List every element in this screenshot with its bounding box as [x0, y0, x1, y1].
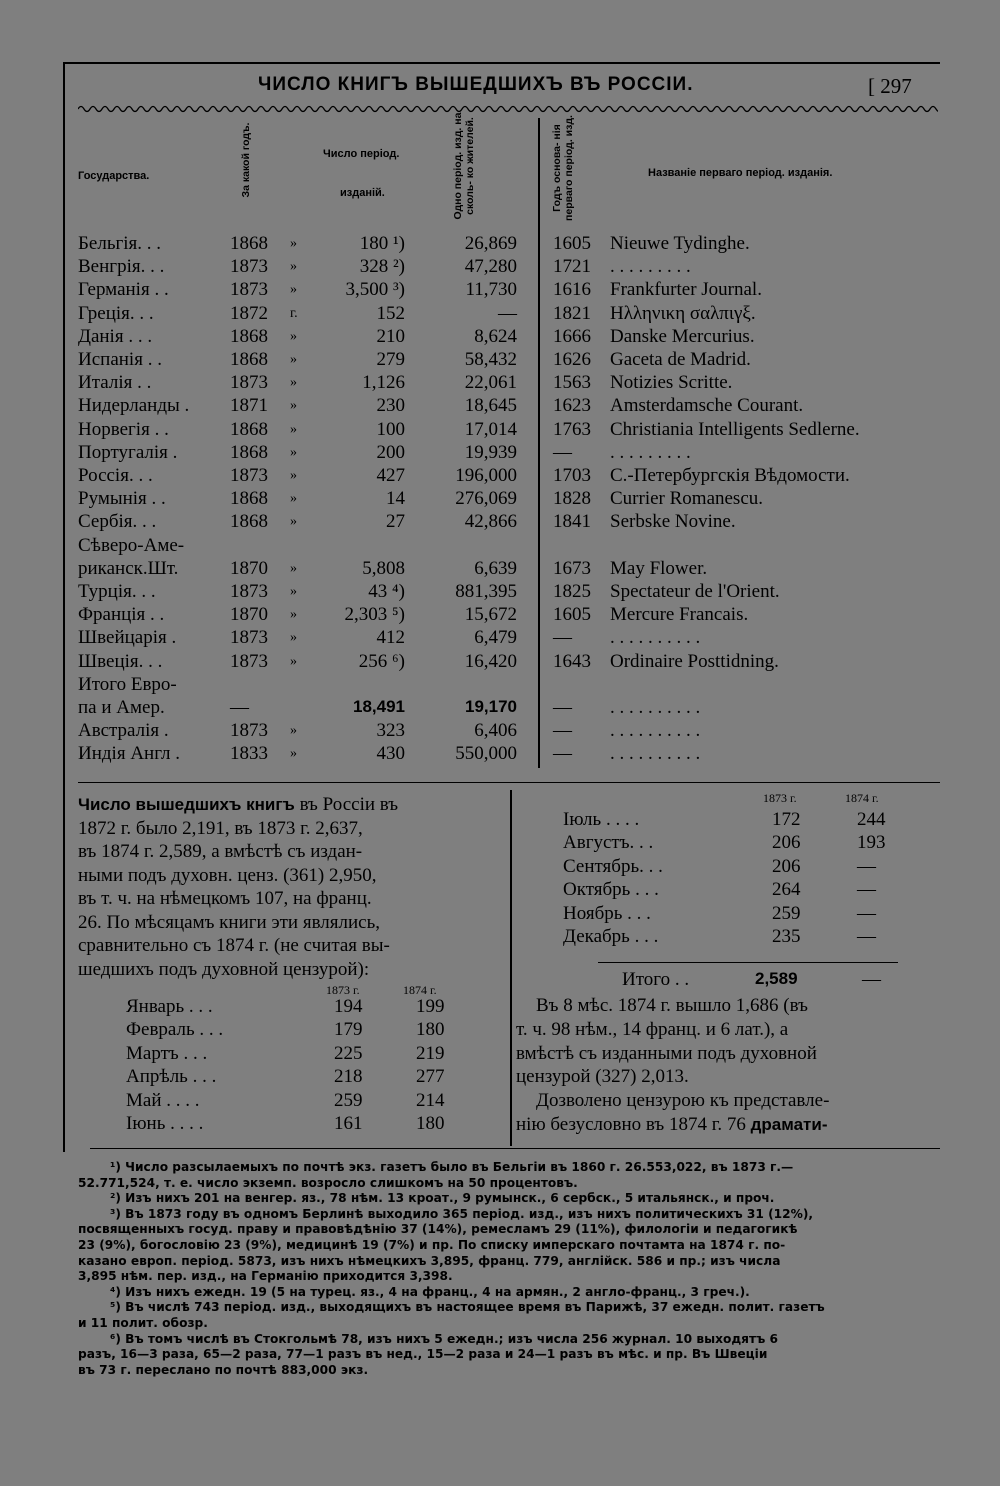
- cell-country: Италія . .: [78, 372, 152, 394]
- cell-founded: 1821: [553, 302, 591, 324]
- value-1874: 180: [416, 1019, 445, 1041]
- cell-founded: —: [553, 627, 572, 649]
- table-row: [0, 279, 1000, 302]
- cell-founded: 1825: [553, 581, 591, 602]
- value-1873: 259: [772, 902, 801, 924]
- table-row: [0, 256, 1000, 279]
- value-1874: —: [857, 902, 876, 924]
- cell-mark: »: [290, 444, 297, 460]
- value-1874: —: [857, 879, 876, 901]
- cell-mark: »: [290, 259, 297, 275]
- table-bottom-rule: [78, 782, 940, 783]
- value-1874: 199: [416, 996, 445, 1017]
- summary-line: въ т. ч. на нѣмецкомъ 107, на франц.: [78, 888, 372, 909]
- month-row: [0, 879, 1000, 902]
- value-1873: 235: [772, 926, 801, 947]
- right-col-1874: 1874 г.: [845, 791, 879, 805]
- cell-year: 1872: [230, 302, 268, 324]
- footnote-line: ¹) Число разсылаемыхъ по почтѣ экз. газетъ было въ Бельгіи въ 1860 г. 26.553,022, въ 1873 г.—: [110, 1160, 794, 1174]
- cell-per_inh: 17,014: [464, 418, 517, 440]
- cell-year: 1868: [230, 233, 268, 254]
- cell-name: May Flower.: [610, 557, 708, 579]
- cell-year: 1870: [230, 557, 268, 579]
- cell-per_inh: 550,000: [455, 743, 517, 765]
- cell-founded: 1605: [553, 604, 591, 626]
- cell-year: 1868: [230, 441, 268, 463]
- cell-founded: 1763: [553, 418, 591, 440]
- right-summary-last-line: нію безусловно въ 1874 г. 76 драмати-: [516, 1114, 828, 1135]
- month-name: Іюль . . . .: [563, 809, 640, 830]
- footnote-line: ⁴) Изъ нихъ ежедн. 19 (5 на турец. яз., 4 на франц., 4 на армян., 2 англо-франц., 3 греч.).: [110, 1284, 750, 1299]
- footnote-line: въ 73 г. переслано по почтѣ 883,000 экз.: [78, 1362, 369, 1377]
- month-name: Мартъ . . .: [126, 1042, 208, 1064]
- footnote-line: 23 (9%), богословію 23 (9%), медицинѣ 19 (7%) и пр. По списку имперскаго почтамта на 1874 г. по-: [78, 1238, 786, 1252]
- value-1874: 214: [416, 1089, 445, 1111]
- cell-name: Nieuwe Tydinghe.: [610, 233, 750, 254]
- table-row: [0, 511, 1000, 534]
- cell-periodicals: 2,303 ⁵): [344, 604, 405, 626]
- value-1873: 194: [334, 996, 363, 1017]
- cell-year: 1873: [230, 720, 268, 742]
- table-row: [0, 395, 1000, 418]
- cell-mark: »: [290, 375, 297, 391]
- top-rule: [63, 62, 940, 64]
- cell-country: Данія . . .: [78, 325, 153, 347]
- month-row: [0, 856, 1000, 879]
- cell-mark: »: [290, 352, 297, 367]
- table-row: [0, 674, 1000, 697]
- right-summary-line: цензурой (327) 2,013.: [516, 1066, 689, 1088]
- month-name: Ноябрь . . .: [563, 902, 651, 924]
- value-1873: 179: [334, 1019, 363, 1041]
- cell-mark: »: [290, 560, 297, 576]
- cell-country: Сербія. . .: [78, 511, 157, 533]
- cell-name: Notizies Scritte.: [610, 372, 733, 394]
- cell-periodicals: 200: [376, 441, 405, 463]
- right-col-1873: 1873 г.: [763, 791, 797, 805]
- value-1873: 172: [772, 809, 801, 830]
- cell-founded: 1643: [553, 650, 591, 672]
- cell-country: Румынія . .: [78, 488, 166, 510]
- cell-periodicals: 323: [376, 720, 405, 742]
- value-1874: —: [857, 855, 876, 877]
- cell-mark: »: [290, 607, 297, 623]
- cell-year: 1868: [230, 418, 268, 440]
- cell-year: 1873: [230, 279, 268, 301]
- cell-country: па и Амер.: [78, 697, 165, 718]
- cell-year: 1873: [230, 372, 268, 394]
- cell-year: 1873: [230, 650, 268, 672]
- cell-per_inh: 58,432: [464, 349, 517, 370]
- cell-name: . . . . . . . . . .: [610, 697, 701, 718]
- right-total-row: Итого . . 2,589 —: [622, 969, 881, 990]
- month-name: Іюнь . . . .: [126, 1113, 204, 1134]
- cell-per_inh: 47,280: [464, 256, 517, 278]
- footnote-line: ⁶) Въ томъ числѣ въ Стокгольмѣ 78, изъ нихъ 5 ежедн.; изъ числа 256 журнал. 10 выходятъ 6: [110, 1331, 778, 1346]
- cell-founded: —: [553, 720, 572, 742]
- col-header-per-inhabitants: Одно період. изд. на сколь- ко жителей.: [452, 112, 476, 220]
- cell-mark: »: [290, 723, 297, 739]
- value-1874: 277: [416, 1066, 445, 1088]
- summary-line: шедшихъ подъ духовной цензурой):: [78, 958, 370, 980]
- cell-name: . . . . . . . . . .: [610, 743, 701, 765]
- table-row: [0, 558, 1000, 581]
- cell-mark: »: [290, 653, 297, 669]
- cell-periodicals: 152: [376, 302, 405, 324]
- footnote-line: посвященныхъ госуд. праву и правовѣдѣнію 37 (14%), ремесламъ 29 (11%), филологіи и педагогикѣ: [78, 1222, 798, 1237]
- cell-founded: 1605: [553, 233, 591, 254]
- table-row: [0, 349, 1000, 372]
- cell-periodicals: 256 ⁶): [358, 650, 405, 672]
- cell-name: . . . . . . . . .: [610, 441, 691, 463]
- cell-per_inh: 16,420: [464, 650, 517, 672]
- cell-founded: 1623: [553, 395, 591, 417]
- right-total-rule: [598, 962, 898, 963]
- cell-per_inh: 19,170: [465, 697, 517, 716]
- cell-periodicals: 27: [386, 511, 405, 533]
- table-row: [0, 743, 1000, 766]
- value-1874: 193: [857, 832, 886, 854]
- month-row: [0, 1113, 1000, 1136]
- month-row: [0, 926, 1000, 949]
- month-row: [0, 1043, 1000, 1066]
- table-row: [0, 627, 1000, 650]
- footnote-line: и 11 полит. обозр.: [78, 1316, 208, 1330]
- table-row: [0, 372, 1000, 395]
- footnote-rule: [90, 1148, 940, 1149]
- cell-mark: »: [290, 584, 297, 599]
- cell-country: риканск.Шт.: [78, 557, 179, 579]
- cell-year: 1868: [230, 488, 268, 510]
- cell-name: . . . . . . . . .: [610, 256, 691, 278]
- cell-name: Danske Mercurius.: [610, 325, 755, 347]
- cell-periodicals: 412: [376, 627, 405, 649]
- cell-founded: 1563: [553, 372, 591, 394]
- cell-name: Christiania Intelligents Sedlerne.: [610, 418, 860, 440]
- table-row: [0, 604, 1000, 627]
- cell-periodicals: 328 ²): [359, 256, 405, 278]
- value-1873: 218: [334, 1066, 363, 1088]
- cell-mark: »: [290, 236, 297, 251]
- page-title: ЧИСЛО КНИГЪ ВЫШЕДШИХЪ ВЪ РОССІИ.: [258, 74, 694, 95]
- cell-mark: »: [290, 514, 297, 530]
- cell-year: 1873: [230, 627, 268, 649]
- value-1874: —: [857, 926, 876, 947]
- cell-per_inh: 19,939: [464, 441, 517, 463]
- cell-year: 1868: [230, 349, 268, 370]
- table-row: [0, 581, 1000, 604]
- month-row: [0, 903, 1000, 926]
- footnote-line: 52.771,524, т. е. число экземп. возросло слишкомъ на 50 процентовъ.: [78, 1175, 578, 1190]
- cell-founded: 1841: [553, 511, 591, 533]
- cell-name: С.-Петербургскія Вѣдомости.: [610, 465, 850, 486]
- cell-country: Россія. . .: [78, 465, 153, 486]
- cell-periodicals: 100: [376, 418, 405, 440]
- cell-country: Нидерланды .: [78, 395, 190, 417]
- summary-line: сравнительно съ 1874 г. (не считая вы-: [78, 935, 390, 956]
- cell-country: Испанія . .: [78, 349, 162, 370]
- month-name: Октябрь . . .: [563, 879, 659, 901]
- cell-periodicals: 430: [376, 743, 405, 765]
- cell-founded: 1666: [553, 325, 591, 347]
- table-row: [0, 697, 1000, 720]
- cell-country: Норвегія . .: [78, 418, 169, 440]
- month-name: Сентябрь. . .: [563, 855, 663, 877]
- cell-per_inh: 276,069: [455, 488, 517, 510]
- summary-line: 1872 г. было 2,191, въ 1873 г. 2,637,: [78, 817, 363, 839]
- cell-mark: »: [290, 468, 297, 483]
- right-summary-line: Въ 8 мѣс. 1874 г. вышло 1,686 (въ: [536, 995, 808, 1016]
- cell-mark: г.: [290, 305, 298, 321]
- cell-per_inh: 6,479: [474, 627, 517, 649]
- cell-per_inh: 8,624: [474, 325, 517, 347]
- cell-name: Frankfurter Journal.: [610, 279, 762, 301]
- cell-founded: 1626: [553, 349, 591, 370]
- cell-mark: »: [290, 328, 297, 344]
- cell-name: . . . . . . . . . .: [610, 720, 701, 742]
- col-header-country: Государства.: [78, 170, 150, 182]
- month-row: [0, 1019, 1000, 1042]
- cell-mark: »: [290, 282, 297, 298]
- table-row: [0, 488, 1000, 511]
- cell-periodicals: 18,491: [353, 697, 405, 716]
- summary-line: въ 1874 г. 2,589, а вмѣстѣ съ издан-: [78, 841, 363, 862]
- cell-founded: —: [553, 441, 572, 463]
- table-row: [0, 303, 1000, 326]
- month-row: [0, 1090, 1000, 1113]
- cell-periodicals: 427: [376, 465, 405, 486]
- cell-per_inh: —: [498, 302, 517, 324]
- cell-name: Gaceta de Madrid.: [610, 349, 751, 370]
- footnote-line: казано европ. період. 5873, изъ нихъ нѣмецкихъ 3,895, франц. 779, англійск. 586 и пр.; изъ числа: [78, 1253, 781, 1268]
- page-number: [ 297: [868, 74, 912, 98]
- wavy-divider: [78, 103, 938, 115]
- cell-per_inh: 196,000: [455, 465, 517, 486]
- value-1873: 225: [334, 1042, 363, 1064]
- summary-line: ными подъ духовн. ценз. (361) 2,950,: [78, 864, 377, 886]
- month-name: Апрѣль . . .: [126, 1066, 217, 1088]
- col-header-periodicals-2: изданій.: [340, 187, 385, 199]
- cell-name: Serbske Novine.: [610, 511, 736, 533]
- value-1873: 264: [772, 879, 801, 901]
- cell-founded: 1721: [553, 256, 591, 278]
- cell-name: Ηλληνικη σαλπιγξ.: [610, 302, 756, 324]
- month-row: [0, 809, 1000, 832]
- books-summary-first-line: Число вышедшихъ книгъ въ Россіи въ: [78, 794, 399, 815]
- cell-country: Германія . .: [78, 279, 169, 301]
- cell-country: Бельгія. . .: [78, 233, 162, 254]
- cell-country: Греція. . .: [78, 302, 154, 324]
- cell-mark: »: [290, 398, 297, 414]
- cell-name: Ordinaire Posttidning.: [610, 650, 779, 672]
- cell-country: Венгрія. . .: [78, 256, 165, 278]
- cell-periodicals: 5,808: [362, 557, 405, 579]
- cell-per_inh: 42,866: [464, 511, 517, 533]
- table-row: [0, 535, 1000, 558]
- cell-year: 1833: [230, 743, 268, 765]
- table-row: [0, 651, 1000, 674]
- cell-periodicals: 279: [376, 349, 405, 370]
- right-summary-line: т. ч. 98 нѣм., 14 франц. и 6 лат.), а: [516, 1018, 789, 1040]
- footnote-line: ²) Изъ нихъ 201 на венгер. яз., 78 нѣм. 13 кроат., 9 румынск., 6 сербск., 5 итальянск., и проч.: [110, 1191, 775, 1206]
- cell-founded: 1673: [553, 557, 591, 579]
- cell-founded: 1828: [553, 488, 591, 510]
- cell-country: Швейцарія .: [78, 627, 177, 649]
- value-1873: 206: [772, 832, 801, 854]
- cell-name: . . . . . . . . . .: [610, 627, 701, 649]
- cell-year: 1868: [230, 325, 268, 347]
- left-col-1874: 1874 г.: [403, 983, 437, 997]
- cell-founded: 1616: [553, 279, 591, 301]
- month-name: Январь . . .: [126, 996, 213, 1017]
- value-1873: 161: [334, 1113, 363, 1134]
- month-name: Май . . . .: [126, 1089, 200, 1111]
- cell-per_inh: 26,869: [464, 233, 517, 254]
- cell-year: 1871: [230, 395, 268, 417]
- cell-periodicals: 230: [376, 395, 405, 417]
- cell-periodicals: 210: [376, 325, 405, 347]
- month-name: Августъ. . .: [563, 832, 654, 854]
- cell-country: Швеція. . .: [78, 650, 163, 672]
- month-row: [0, 996, 1000, 1019]
- value-1874: 180: [416, 1113, 445, 1134]
- col-header-first-name: Названіе перваго період. изданія.: [648, 167, 833, 179]
- right-summary-line: вмѣстѣ съ изданными подъ духовной: [516, 1042, 817, 1064]
- col-header-periodicals-1: Число період.: [323, 148, 400, 160]
- cell-per_inh: 22,061: [464, 372, 517, 394]
- cell-periodicals: 43 ⁴): [368, 581, 405, 602]
- cell-name: Mercure Francais.: [610, 604, 749, 626]
- cell-mark: »: [290, 746, 297, 762]
- cell-founded: —: [553, 697, 572, 718]
- cell-periodicals: 3,500 ³): [345, 279, 405, 301]
- cell-country: Португалія .: [78, 441, 178, 463]
- cell-year: —: [230, 697, 249, 718]
- table-row: [0, 720, 1000, 743]
- month-name: Декабрь . . .: [563, 926, 659, 947]
- table-row: [0, 465, 1000, 488]
- footnote-line: 3,895 нѣм. пер. изд., на Германію приходится 3,398.: [78, 1269, 453, 1284]
- footnote-line: ⁵) Въ числѣ 743 період. изд., выходящихъ въ настоящее время въ Парижѣ, 37 ежедн. полит. газетъ: [110, 1300, 825, 1315]
- left-col-1873: 1873 г.: [326, 983, 360, 997]
- cell-country: Индія Англ .: [78, 743, 181, 765]
- cell-name: Amsterdamsche Courant.: [610, 395, 804, 417]
- cell-periodicals: 14: [386, 488, 405, 510]
- cell-periodicals: 180 ¹): [359, 233, 405, 254]
- table-row: [0, 233, 1000, 256]
- month-row: [0, 1066, 1000, 1089]
- cell-founded: 1703: [553, 465, 591, 486]
- cell-per_inh: 6,639: [474, 557, 517, 579]
- value-1874: 219: [416, 1042, 445, 1064]
- cell-name: Currier Romanescu.: [610, 488, 764, 510]
- cell-country: Франція . .: [78, 604, 165, 626]
- cell-per_inh: 18,645: [464, 395, 517, 417]
- cell-per_inh: 881,395: [455, 581, 517, 602]
- footnote-line: ³) Въ 1873 году въ одномъ Берлинѣ выходило 365 період. изд., изъ нихъ политическихъ 31 (12%),: [110, 1206, 814, 1221]
- value-1874: 244: [857, 809, 886, 830]
- value-1873: 206: [772, 855, 801, 877]
- cell-periodicals: 1,126: [362, 372, 405, 394]
- table-row: [0, 326, 1000, 349]
- cell-year: 1870: [230, 604, 268, 626]
- month-name: Февраль . . .: [126, 1019, 224, 1041]
- cell-mark: »: [290, 491, 297, 507]
- cell-per_inh: 15,672: [464, 604, 517, 626]
- right-summary-line: Дозволено цензурою къ представле-: [536, 1090, 830, 1112]
- cell-founded: —: [553, 743, 572, 765]
- summary-line: 26. По мѣсяцамъ книги эти являлись,: [78, 911, 381, 933]
- cell-year: 1868: [230, 511, 268, 533]
- table-row: [0, 442, 1000, 465]
- cell-name: Spectateur de l'Orient.: [610, 581, 780, 602]
- cell-per_inh: 11,730: [465, 279, 517, 301]
- cell-country: Итого Евро-: [78, 673, 177, 695]
- cell-year: 1873: [230, 581, 268, 602]
- cell-mark: »: [290, 630, 297, 646]
- cell-country: Сѣверо-Аме-: [78, 534, 185, 556]
- month-row: [0, 832, 1000, 855]
- col-header-founded: Годъ основа- нія перваго період. изд.: [551, 115, 575, 221]
- col-header-year: За какой годъ.: [240, 122, 252, 198]
- cell-year: 1873: [230, 256, 268, 278]
- footnote-line: разъ, 16—3 раза, 65—2 раза, 77—1 разъ въ нед., 15—2 раза и 24—1 разъ въ мѣс. и пр. Въ Швеціи: [78, 1347, 768, 1362]
- value-1873: 259: [334, 1089, 363, 1111]
- cell-per_inh: 6,406: [474, 720, 517, 742]
- table-row: [0, 419, 1000, 442]
- cell-country: Австралія .: [78, 720, 169, 742]
- cell-mark: »: [290, 421, 297, 437]
- cell-year: 1873: [230, 465, 268, 486]
- cell-country: Турція. . .: [78, 581, 156, 602]
